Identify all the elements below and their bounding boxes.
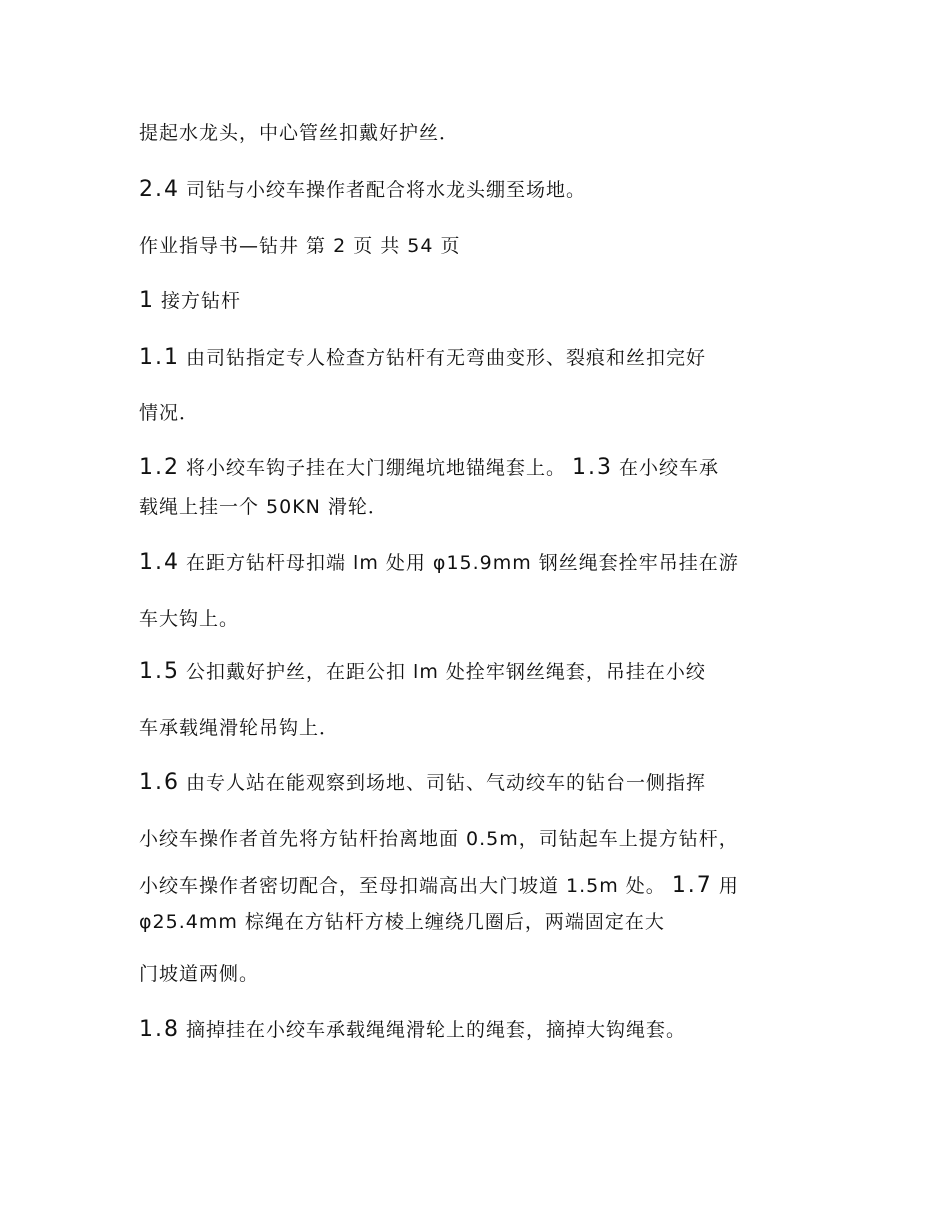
- line-text: 在距方钻杆母扣端 lm 处用 φ15.9mm 钢丝绳套拴牢吊挂在游: [186, 552, 739, 574]
- section-number: 1.2: [139, 455, 180, 480]
- line-text: 车大钩上。: [139, 608, 240, 630]
- section-number: 1.3: [572, 455, 614, 480]
- text-line: [139, 660, 706, 684]
- line-text: 由专人站在能观察到场地、司钻、气动绞车的钻台一侧指挥: [186, 772, 707, 794]
- line-text: 公扣戴好护丝，在距公扣 lm 处拴牢钢丝绳套，吊挂在小绞: [186, 661, 706, 683]
- text-line: [139, 1018, 686, 1042]
- line-text: 小绞车操作者首先将方钻杆抬离地面 0.5m，司钻起车上提方钻杆，: [139, 828, 739, 850]
- text-line: [139, 121, 459, 145]
- section-number: 1.8: [139, 1017, 180, 1042]
- section-number: 1.4: [139, 550, 180, 575]
- line-text: φ25.4mm 棕绳在方钻杆方棱上缠绕几圈后，两端固定在大: [139, 911, 665, 933]
- text-line: [139, 456, 719, 480]
- line-text: 将小绞车钩子挂在大门绷绳坑地锚绳套上。: [186, 457, 567, 479]
- text-line: [139, 607, 239, 631]
- line-text: 由司钻指定专人检查方钻杆有无弯曲变形、裂痕和丝扣完好: [186, 347, 707, 369]
- text-line: [139, 827, 739, 851]
- section-number: 1: [139, 288, 155, 313]
- text-line: [139, 178, 586, 202]
- section-number: 1.7: [671, 873, 713, 898]
- text-line: [139, 962, 259, 986]
- line-text: 载绳上挂一个 50KN 滑轮．: [139, 496, 388, 518]
- text-line: [139, 495, 388, 519]
- section-number: 1.5: [139, 659, 180, 684]
- line-text: 作业指导书—钻井 第 2 页 共 54 页: [139, 235, 461, 257]
- text-line: [139, 771, 706, 795]
- text-line: [139, 401, 199, 425]
- line-text: 车承载绳滑轮吊钩上．: [139, 717, 340, 739]
- line-text: 情况．: [139, 402, 200, 424]
- line-text: 司钻与小绞车操作者配合将水龙头绷至场地。: [186, 179, 587, 201]
- text-line: [139, 346, 706, 370]
- line-text: 接方钻杆: [161, 290, 242, 312]
- line-text: 用: [718, 875, 739, 897]
- section-number: 1.1: [139, 345, 180, 370]
- text-line: [139, 551, 739, 575]
- text-line: [139, 910, 665, 934]
- line-text: 提起水龙头，中心管丝扣戴好护丝．: [139, 122, 460, 144]
- line-text: 小绞车操作者密切配合，至母扣端高出大门坡道 1.5m 处。: [139, 875, 666, 897]
- line-text: 门坡道两侧。: [139, 963, 260, 985]
- section-number: 2.4: [139, 177, 180, 202]
- line-text: 在小绞车承: [619, 457, 720, 479]
- text-line: [139, 716, 339, 740]
- section-heading: [139, 289, 241, 313]
- section-number: 1.6: [139, 770, 180, 795]
- line-text: 摘掉挂在小绞车承载绳绳滑轮上的绳套，摘掉大钩绳套。: [186, 1019, 687, 1041]
- text-line: [139, 874, 739, 898]
- page-header-line: [139, 234, 461, 258]
